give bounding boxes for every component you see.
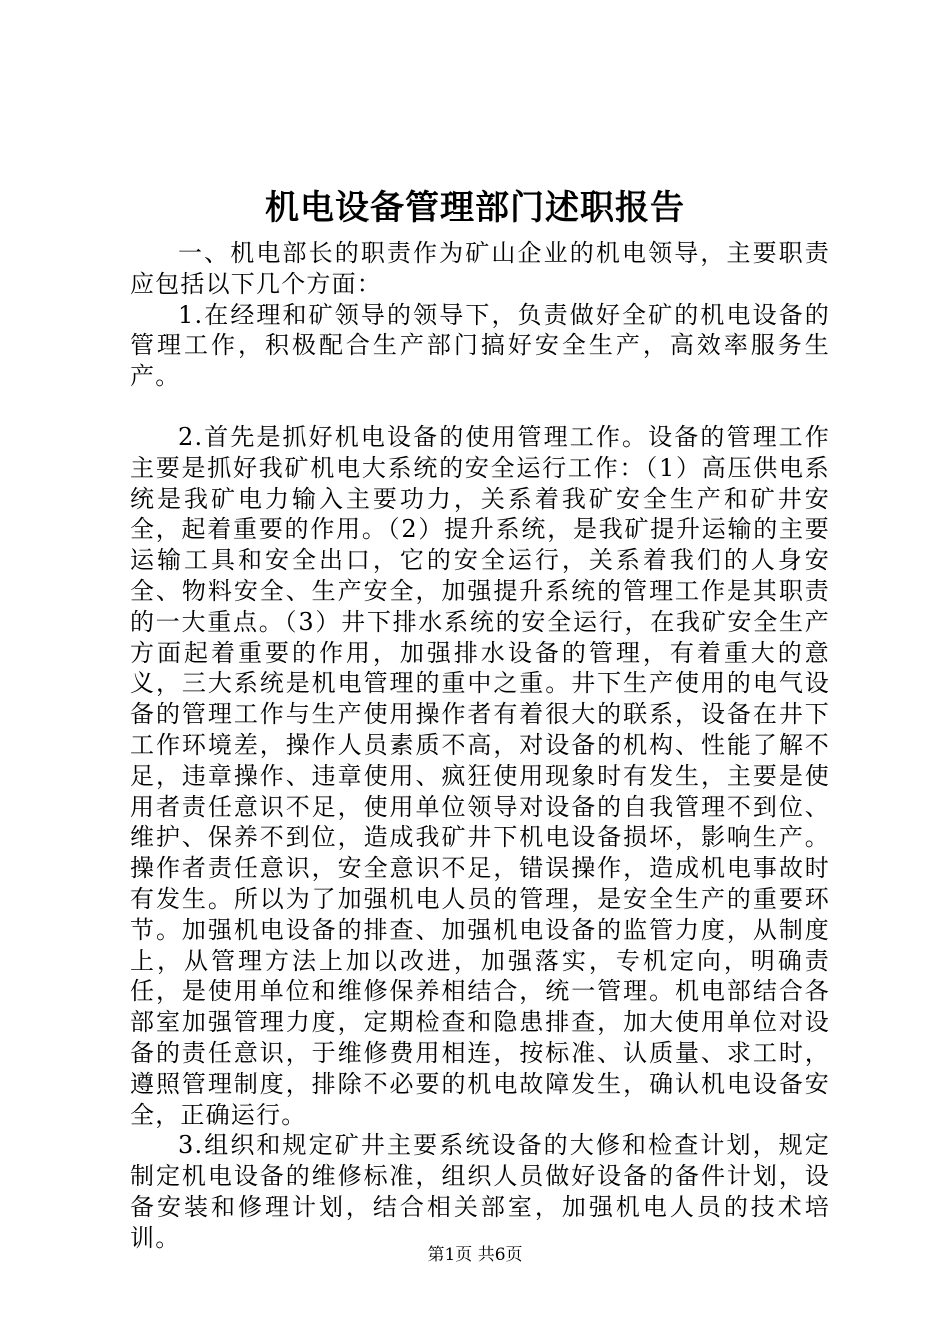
document-title: 机电设备管理部门述职报告: [265, 188, 685, 228]
paragraph-item-1: 1.在经理和矿领导的领导下，负责做好全矿的机电设备的管理工作，积极配合生产部门搞好安全生产，高效率服务生产。: [130, 300, 830, 391]
document-body: [130, 238, 830, 1254]
paragraph-item-2: 2.首先是抓好机电设备的使用管理工作。设备的管理工作主要是抓好我矿机电大系统的安全运行工作：（1）高压供电系统是我矿电力输入主要功力，关系着我矿安全生产和矿井安全，起着重要的作用。（2）提升系统，是我矿提升运输的主要运输工具和安全出口，它的安全运行，关系着我们的人身安全、物料安全、生产安全，加强提升系统的管理工作是其职责的一大重点。（3）井下排水系统的安全运行，在我矿安全生产方面起着重要的作用，加强排水设备的管理，有着重大的意义，三大系统是机电管理的重中之重。井下生产使用的电气设备的管理工作与生产使用操作者有着很大的联系，设备在井下工作环境差，操作人员素质不高，对设备的机构、性能了解不足，违章操作、违章使用、疯狂使用现象时有发生，主要是使用者责任意识不足，使用单位领导对设备的自我管理不到位、维护、保养不到位，造成我矿井下机电设备损坏，影响生产。操作者责任意识，安全意识不足，错误操作，造成机电事故时有发生。所以为了加强机电人员的管理，是安全生产的重要环节。加强机电设备的排查、加强机电设备的监管力度，从制度上，从管理方法上加以改进，加强落实，专机定向，明确责任，是使用单位和维修保养相结合，统一管理。机电部结合各部室加强管理力度，定期检查和隐患排查，加大使用单位对设备的责任意识，于维修费用相连，按标准、认质量、求工时，遵照管理制度，排除不必要的机电故障发生，确认机电设备安全，正确运行。: [130, 422, 830, 1129]
page-number-footer: 第1页 共6页: [427, 1245, 523, 1265]
paragraph-intro: 一、机电部长的职责作为矿山企业的机电领导，主要职责应包括以下几个方面：: [130, 239, 830, 298]
paragraph-item-3: 3.组织和规定矿井主要系统设备的大修和检查计划，规定制定机电设备的维修标准，组织人员做好设备的备件计划，设备安装和修理计划，结合相关部室，加强机电人员的技术培训。: [130, 1131, 830, 1252]
